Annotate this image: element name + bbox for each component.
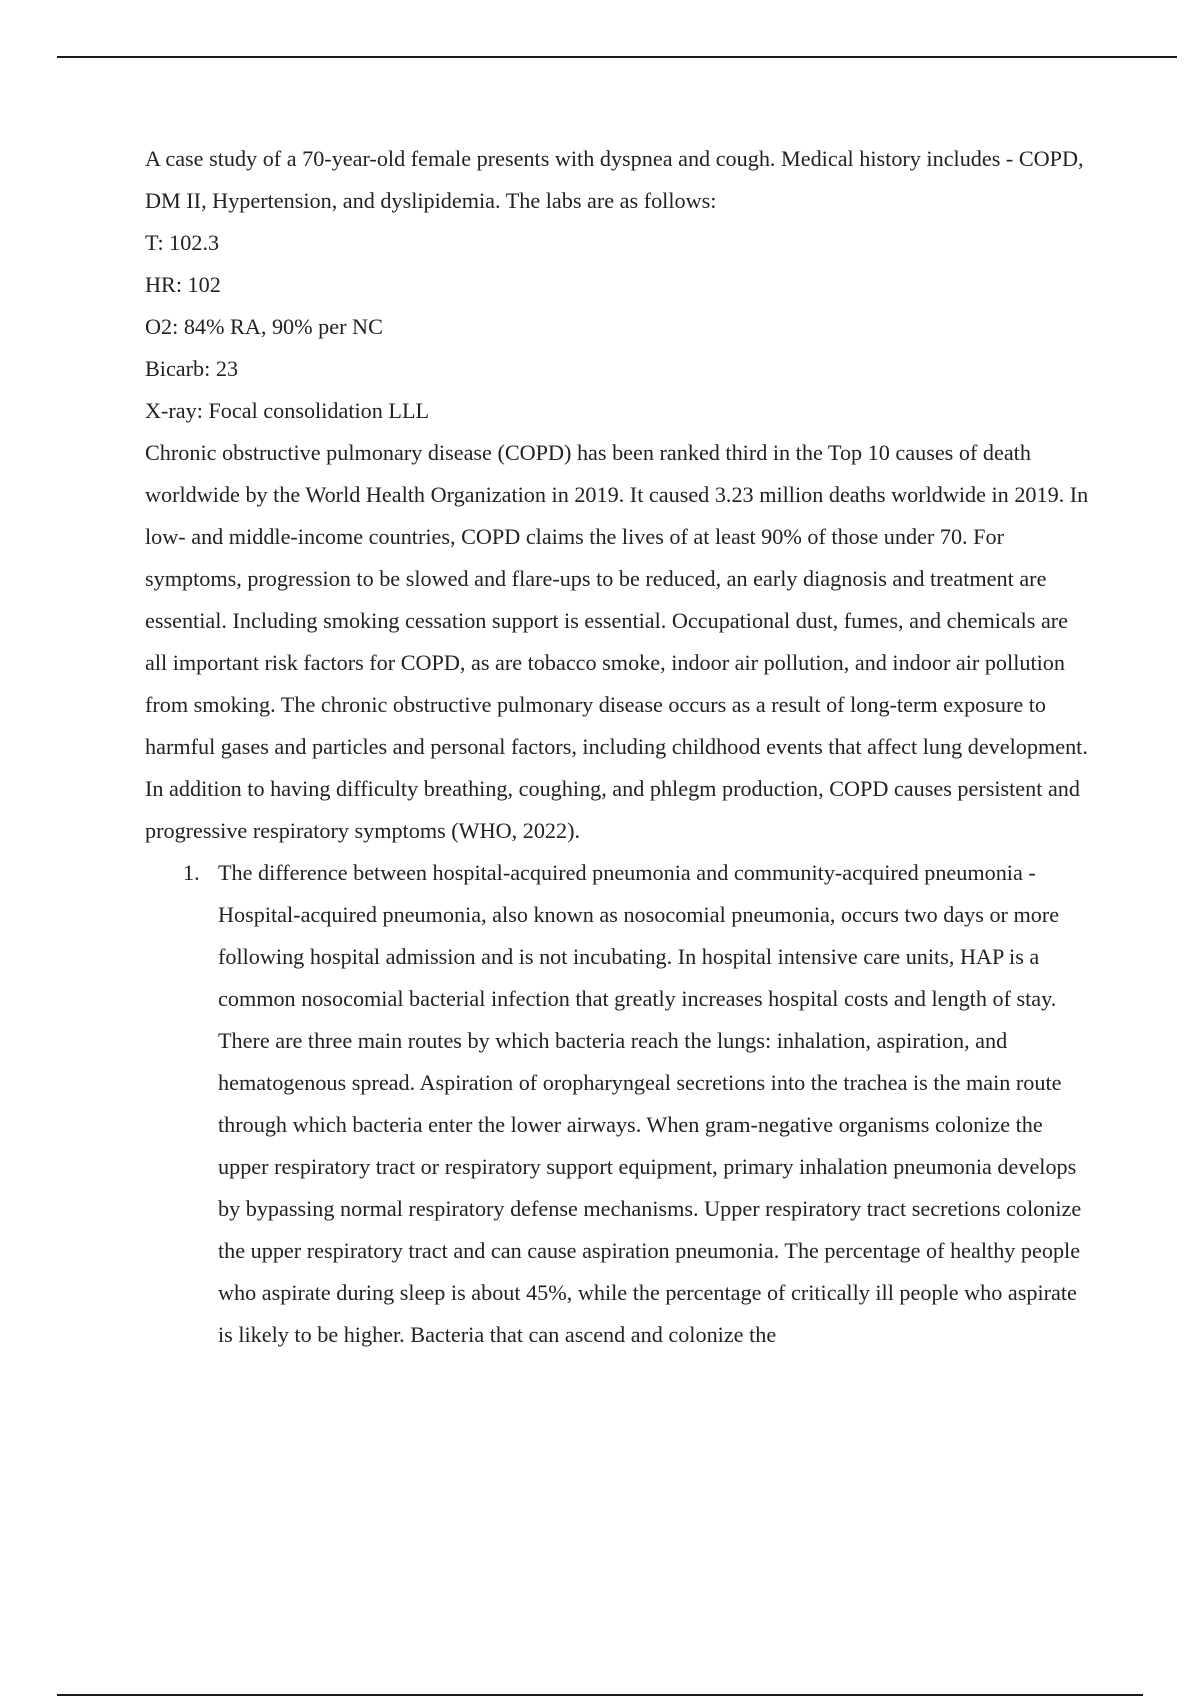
lab-xray: X-ray: Focal consolidation LLL xyxy=(145,398,430,423)
lab-heart-rate: HR: 102 xyxy=(145,272,221,297)
document-body xyxy=(145,138,1095,1356)
lab-bicarb: Bicarb: 23 xyxy=(145,356,239,381)
list-item-number: 1. xyxy=(183,860,200,885)
lab-oxygen: O2: 84% RA, 90% per NC xyxy=(145,314,383,339)
list-item-text: The difference between hospital-acquired pneumonia and community-acquired pneumonia - Hospital-acquired pneumonia, also known as nosocomial pneumonia, occurs two days or more following hospital admission and is not incubating. In hospital intensive care units, HAP is a common nosocomial bacterial infection that greatly increases hospital costs and length of stay. There are three main routes by which bacteria reach the lungs: inhalation, aspiration, and hematogenous spread. Aspiration of oropharyngeal secretions into the trachea is the main route through which bacteria enter the lower airways. When gram-negative organisms colonize the upper respiratory tract or respiratory support equipment, primary inhalation pneumonia develops by bypassing normal respiratory defense mechanisms. Upper respiratory tract secretions colonize the upper respiratory tract and can cause aspiration pneumonia. The percentage of healthy people who aspirate during sleep is about 45%, while the percentage of critically ill people who aspirate is likely to be higher. Bacteria that can ascend and colonize the xyxy=(218,860,1082,1347)
header-rule xyxy=(57,56,1177,58)
intro-paragraph: A case study of a 70-year-old female presents with dyspnea and cough. Medical history includes - COPD, DM II, Hypertension, and dyslipidemia. The labs are as follows: xyxy=(145,146,1084,213)
footer-rule xyxy=(57,1694,1143,1696)
answer-list xyxy=(145,852,1095,1356)
copd-paragraph: Chronic obstructive pulmonary disease (COPD) has been ranked third in the Top 10 causes of death worldwide by the World Health Organization in 2019. It caused 3.23 million deaths worldwide in 2019. In low- and middle-income countries, COPD claims the lives of at least 90% of those under 70. For symptoms, progression to be slowed and flare-ups to be reduced, an early diagnosis and treatment are essential. Including smoking cessation support is essential. Occupational dust, fumes, and chemicals are all important risk factors for COPD, as are tobacco smoke, indoor air pollution, and indoor air pollution from smoking. The chronic obstructive pulmonary disease occurs as a result of long-term exposure to harmful gases and particles and personal factors, including childhood events that affect lung development. In addition to having difficulty breathing, coughing, and phlegm production, COPD causes persistent and progressive respiratory symptoms (WHO, 2022). xyxy=(145,440,1089,843)
list-item xyxy=(145,852,1095,1356)
lab-temperature: T: 102.3 xyxy=(145,230,220,255)
